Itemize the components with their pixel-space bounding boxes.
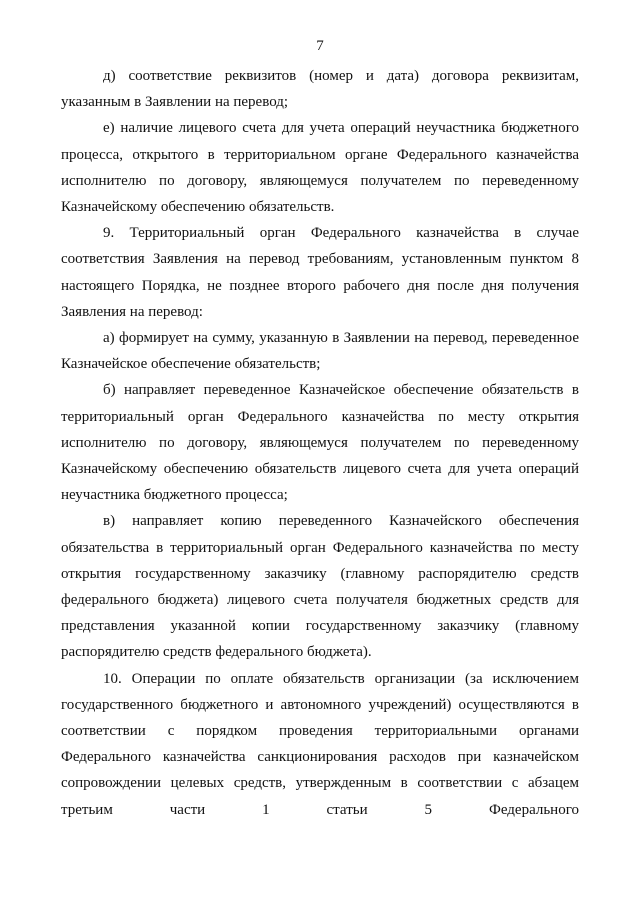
paragraph-item-9-v: в) направляет копию переведенного Казначейского обеспечения обязательства в территориальный орган Федерального казначейства по месту открытия государственному заказчику (главному распорядителю средств федерального бюджета) лицевого счета получателя бюджетных средств для представления указанной копии государственному заказчику (главному распорядителю средств федерального бюджета).	[61, 513, 579, 661]
page-number: 7	[316, 38, 324, 54]
paragraph-clause-d: д) соответствие реквизитов (номер и дата) договора реквизитам, указанным в Заявлении на перевод;	[61, 68, 579, 111]
paragraph-item-9-b: б) направляет переведенное Казначейское обеспечение обязательств в территориальный орган Федерального казначейства по месту открытия исполнителю по договору, являющемуся получателем по переведенному Казначейскому обеспечению обязательств лицевого счета для учета операций неучастника бюджетного процесса;	[61, 382, 579, 504]
paragraph-item-9-a: а) формирует на сумму, указанную в Заявлении на перевод, переведенное Казначейское обеспечение обязательств;	[61, 330, 579, 373]
document-body	[61, 63, 579, 823]
paragraph-clause-e: е) наличие лицевого счета для учета операций неучастника бюджетного процесса, открытого в территориальном органе Федерального казначейства исполнителю по договору, являющемуся получателем по переведенному Казначейскому обеспечению обязательств.	[61, 120, 579, 216]
paragraph-item-10: 10. Операции по оплате обязательств организации (за исключением государственного бюджетного и автономного учреждений) осуществляются в соответствии с порядком проведения территориальными органами Федерального казначейства санкционирования расходов при казначейском сопровождении целевых средств, утвержденным в соответствии с абзацем третьим части 1 статьи 5 Федерального	[61, 670, 579, 818]
paragraph-item-9: 9. Территориальный орган Федерального казначейства в случае соответствия Заявления на перевод требованиям, установленным пунктом 8 настоящего Порядка, не позднее второго рабочего дня после дня получения Заявления на перевод:	[61, 225, 579, 320]
